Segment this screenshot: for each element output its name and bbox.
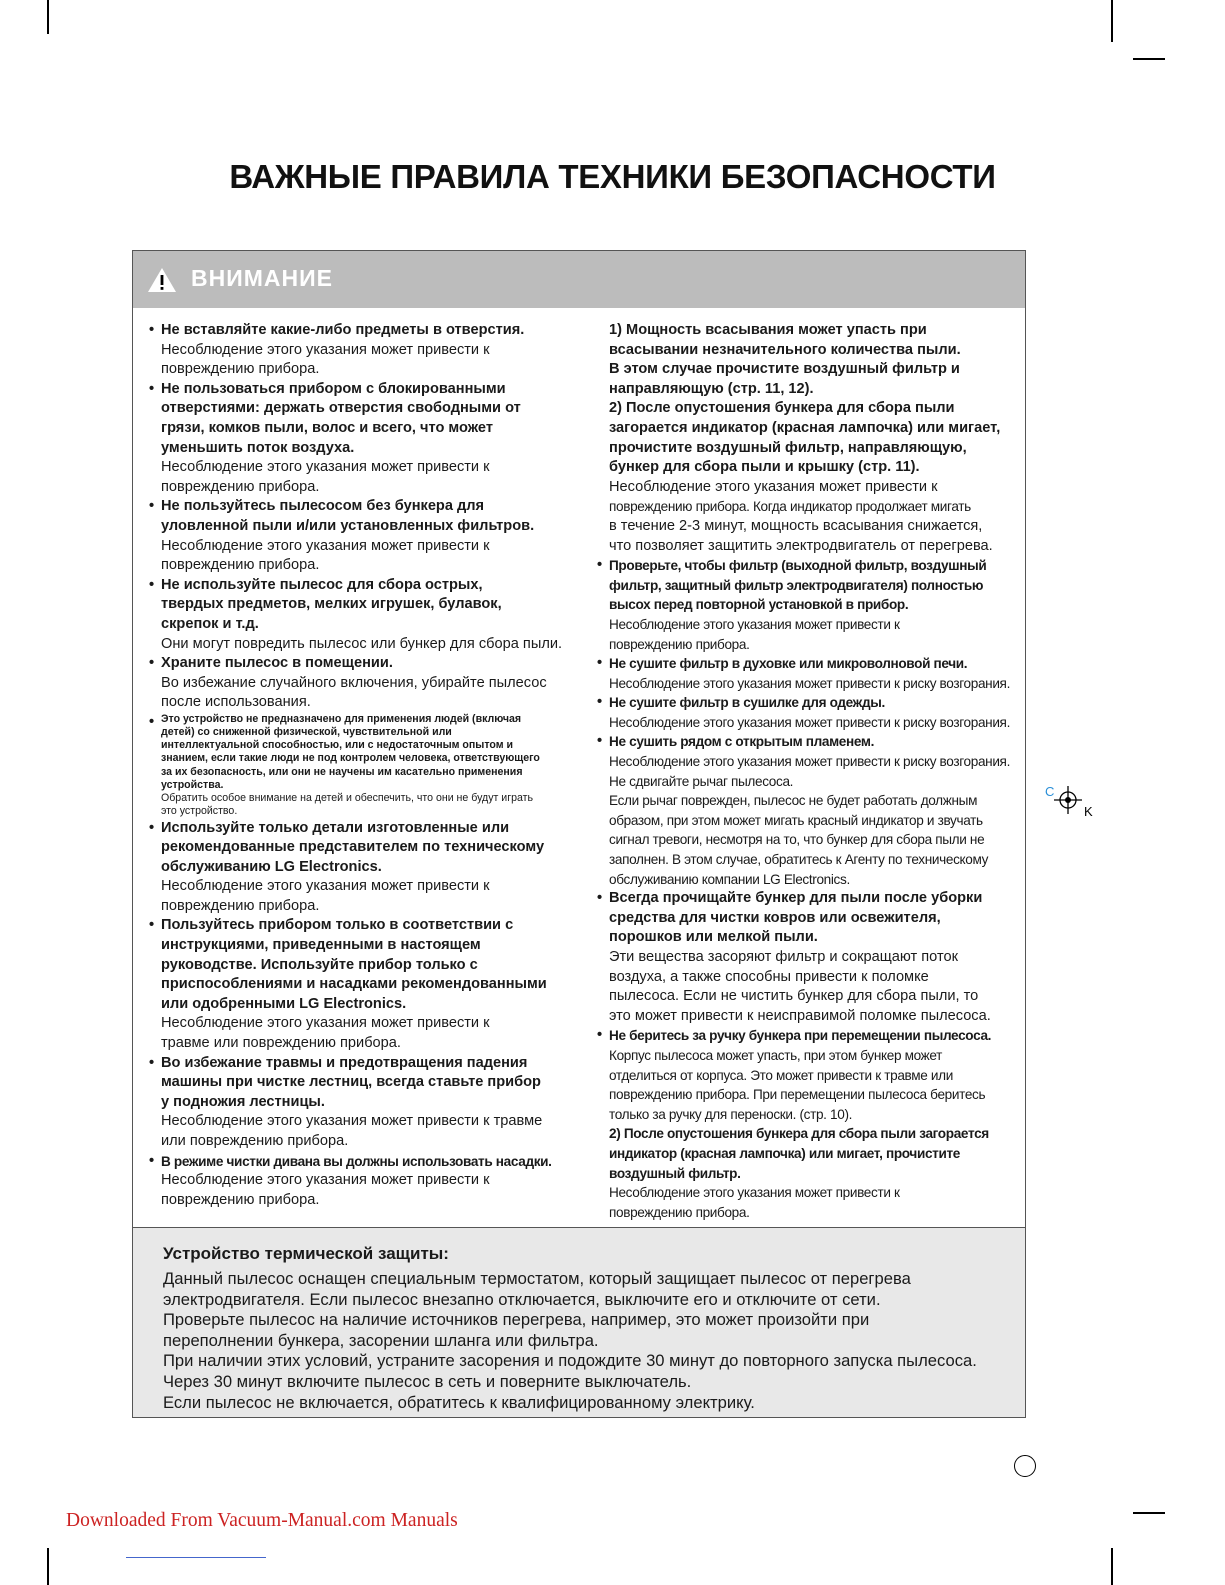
right-warning-line: индикатор (красная лампочка) или мигает, прочистите [609,1145,960,1161]
right-warning-line: Эти вещества засоряют фильтр и сокращают поток [609,949,958,965]
left-warning-line: • Во избежание травмы и предотвращения падения [161,1054,528,1071]
left-warning-line: обслуживанию LG Electronics. [161,858,382,875]
left-warning-item [147,819,587,917]
crop-mark-top-right [1111,0,1113,42]
crop-mark-top-left [47,0,49,34]
right-warning-line: что позволяет защитить электродвигатель от перегрева. [609,537,993,554]
left-warning-line: грязи, комков пыли, волос и всего, что может [161,419,493,436]
left-warning-item [147,1054,587,1152]
right-warning-item [595,732,1023,889]
left-warning-line: • Не пользоваться прибором с блокированными [161,380,506,397]
right-warning-item [595,1026,1023,1222]
left-warning-line: устройства. [161,778,224,791]
left-warning-line: Несоблюдение этого указания может привести к [161,878,490,895]
right-warning-line: в течение 2-3 минут, мощность всасывания снижается, [609,517,983,534]
right-warning-line: направляющую (стр. 11, 12). [609,380,814,397]
crop-mark-bottom-right [1111,1548,1113,1585]
left-warning-line: Несоблюдение этого указания может привести к [161,341,490,358]
right-warning-line: Несоблюдение этого указания может привести к [609,616,900,632]
right-warning-line: Несоблюдение этого указания может привести к риску возгорания. [609,714,1010,730]
left-warning-line: отверстиями: держать отверстия свободными от [161,400,521,417]
right-warning-line: фильтр, защитный фильтр электродвигателя) полностью [609,577,984,593]
right-warning-line: воздушный фильтр. [609,1165,741,1181]
right-warning-line: пылесоса. Если не чистить бункер для сбора пыли, то [609,988,979,1005]
right-warning-line: 2) После опустошения бункера для сбора пыли загорается [609,1126,989,1142]
left-warning-line: • В режиме чистки дивана вы должны использовать насадки. [161,1153,552,1169]
crop-mark-right-upper [1133,58,1165,60]
right-warning-line: это может привести к неисправимой поломке пылесоса. [609,1007,991,1024]
left-warning-line: Обратить особое внимание на детей и обеспечить, что они не будут играть [161,792,533,805]
right-warning-line: Корпус пылесоса может упасть, при этом бункер может [609,1047,943,1063]
thermal-text [163,1269,977,1413]
page-title: ВАЖНЫЕ ПРАВИЛА ТЕХНИКИ БЕЗОПАСНОСТИ [229,158,996,195]
left-warning-line: повреждению прибора. [161,557,320,574]
right-warning-line: воздуха, а также способны привести к поломке [609,968,929,985]
left-warning-line: интеллектуальной способностью, или с недостаточным опытом и [161,739,514,752]
registration-c-label: C [1045,784,1055,799]
thermal-line: Через 30 минут включите пылесос в сеть и поверните выключатель. [163,1371,692,1391]
left-warning-item [147,713,587,819]
right-warning-line: обслуживанию компании LG Electronics. [609,871,850,887]
left-warning-line: • Используйте только детали изготовленные или [161,819,510,836]
right-warning-item [595,889,1023,1026]
right-warning-line: высох перед повторной установкой в прибор. [609,597,909,613]
left-warning-line: у подножия лестницы. [161,1093,325,1110]
right-warning-line: Несоблюдение этого указания может привести к риску возгорания. [609,754,1010,770]
right-warning-item [595,654,1023,693]
left-warning-item [147,321,587,380]
left-warning-line: • Не вставляйте какие-либо предметы в отверстия. [161,322,525,338]
right-warning-line: • Не сушить рядом с открытым пламенем. [609,734,875,750]
crop-mark-right-lower [1133,1512,1165,1514]
warning-triangle-icon [147,267,177,293]
right-warning-line: сигнал тревоги, несмотря на то, что бункер для сбора пыли не [609,832,985,848]
left-warning-line: руководстве. Используйте прибор только с [161,956,478,973]
left-warning-line: за их безопасность, или они не научены им касательно применения [161,765,523,778]
right-warning-line: • Всегда прочищайте бункер для пыли после уборки [609,890,983,907]
left-warning-line: рекомендованные представителем по техническому [161,839,545,856]
thermal-protection-section [133,1227,1025,1417]
left-warning-line: это устройство. [161,805,238,818]
left-warning-line: Несоблюдение этого указания может привести к [161,1015,490,1032]
right-warning-line: прочистите воздушный фильтр, направляющую, [609,439,967,456]
right-warning-line: отделиться от корпуса. Это может привести к травме или [609,1067,953,1083]
right-warning-line: повреждению прибора. [609,636,750,652]
thermal-line: электродвигателя. Если пылесос внезапно отключается, выключите его и отключите от сети. [163,1289,881,1309]
warning-label: ВНИМАНИЕ [191,265,334,291]
left-warning-line: уменьшить поток воздуха. [161,439,355,456]
registration-mark-icon [1040,780,1100,820]
left-warning-line: • Не используйте пылесос для сбора острых, [161,576,483,593]
left-warning-item [147,1152,587,1211]
left-warning-line: повреждению прибора. [161,1191,320,1208]
right-warning-line: Несоблюдение этого указания может привести к риску возгорания. [609,675,1010,691]
footer-download-link[interactable]: Downloaded From Vacuum-Manual.com Manuals [66,1510,458,1531]
right-warning-line: бункер для сбора пыли и крышку (стр. 11). [609,459,920,476]
left-warning-line: повреждению прибора. [161,361,320,378]
crop-mark-bottom-left [47,1548,49,1585]
left-warning-line: • Пользуйтесь прибором только в соответствии с [161,917,514,934]
left-warning-line: Во избежание случайного включения, убирайте пылесос [161,674,547,691]
left-warning-line: после использования. [161,694,311,711]
right-warning-line: • Не беритесь за ручку бункера при перемещении пылесоса. [609,1028,992,1044]
right-warning-line: Не сдвигайте рычаг пылесоса. [609,773,794,789]
registration-k-label: K [1084,804,1093,819]
left-warning-line: знанием, если такие люди не под контролем человека, ответствующего [161,752,540,765]
left-warning-line: Они могут повредить пылесос или бункер для сбора пыли. [161,635,563,652]
thermal-line: Если пылесос не включается, обратитесь к квалифицированному электрику. [163,1392,755,1412]
left-warning-line: или повреждению прибора. [161,1133,349,1149]
left-warning-line: повреждению прибора. [161,897,320,914]
left-warning-line: или одобренными LG Electronics. [161,995,407,1012]
thermal-line: Проверьте пылесос на наличие источников перегрева, например, это может произойти при [163,1310,870,1330]
right-warning-line: • Не сушите фильтр в духовке или микроволновой печи. [609,656,968,672]
thermal-title: Устройство термической защиты: [163,1244,449,1263]
left-warning-line: приспособлениями и насадками рекомендованными [161,976,547,993]
left-warning-line: Несоблюдение этого указания может привести к [161,1172,490,1189]
right-warning-line: • Не сушите фильтр в сушилке для одежды. [609,695,885,711]
warning-header [133,251,1025,308]
right-warning-line: повреждению прибора. Когда индикатор продолжает мигать [609,499,971,515]
right-warning-line: Если рычаг поврежден, пылесос не будет работать должным [609,793,978,809]
right-warning-line: 2) После опустошения бункера для сбора пыли [609,400,955,417]
left-warning-line: твердых предметов, мелких игрушек, булавок, [161,596,502,613]
thermal-line: переполнении бункера, засорении шланга или фильтра. [163,1330,599,1350]
left-warning-line: детей) со сниженной физической, чувствительной или [161,726,452,739]
left-warning-line: • Храните пылесос в помещении. [161,655,393,672]
thermal-line: Данный пылесос оснащен специальным термостатом, который защищает пылесос от перегрева [163,1269,911,1288]
footer-underline [126,1557,266,1558]
right-warning-item [595,693,1023,732]
left-warning-item [147,916,587,1053]
left-warning-line: • Это устройство не предназначено для применения людей (включая [161,712,522,725]
right-warning-line: повреждению прибора. При перемещении пылесоса беритесь [609,1087,986,1103]
right-warning-line: Несоблюдение этого указания может привести к [609,1185,900,1201]
page-number-circle [1014,1455,1036,1477]
left-warning-line: уловленной пыли и/или установленных фильтров. [161,517,535,534]
right-warning-item [595,556,1023,654]
right-warning-line: загорается индикатор (красная лампочка) или мигает, [609,419,1001,436]
left-warning-line: • Не пользуйтесь пылесосом без бункера для [161,498,485,515]
left-warning-line: скрепок и т.д. [161,615,259,632]
left-warning-item [147,576,587,654]
right-warning-line: Несоблюдение этого указания может привести к [609,478,938,495]
left-warning-line: Несоблюдение этого указания может привести к травме [161,1113,543,1130]
right-warning-line: средства для чистки ковров или освежителя, [609,909,941,926]
right-warning-line: В этом случае прочистите воздушный фильтр и [609,361,960,378]
right-warning-line: всасывании незначительного количества пыли. [609,341,961,358]
left-warning-line: инструкциями, приведенными в настоящем [161,937,481,954]
left-warning-line: травме или повреждению прибора. [161,1035,401,1052]
thermal-line: При наличии этих условий, устраните засорения и подождите 30 минут до повторного запуска пылесоса. [163,1351,977,1371]
warning-left-column [147,321,587,1210]
right-warning-line: порошков или мелкой пыли. [609,929,818,946]
left-warning-line: Несоблюдение этого указания может привести к [161,537,490,554]
warning-right-column [595,321,1023,1222]
right-warning-item [595,321,1023,556]
right-warning-line: только за ручку для переноски. (стр. 10). [609,1106,853,1122]
left-warning-item [147,654,587,713]
right-warning-line: повреждению прибора. [609,1204,750,1220]
left-warning-line: машины при чистке лестниц, всегда ставьте прибор [161,1074,541,1091]
right-warning-line: заполнен. В этом случае, обратитесь к Агенту по техническому [609,852,989,868]
right-warning-line: • Проверьте, чтобы фильтр (выходной фильтр, воздушный [609,558,987,574]
right-warning-line: образом, при этом может мигать красный индикатор и звучать [609,812,983,828]
left-warning-line: повреждению прибора. [161,478,320,495]
right-warning-line: 1) Мощность всасывания может упасть при [609,322,927,338]
warning-box [132,250,1026,1418]
left-warning-item [147,497,587,575]
left-warning-line: Несоблюдение этого указания может привести к [161,459,490,476]
left-warning-item [147,380,587,498]
